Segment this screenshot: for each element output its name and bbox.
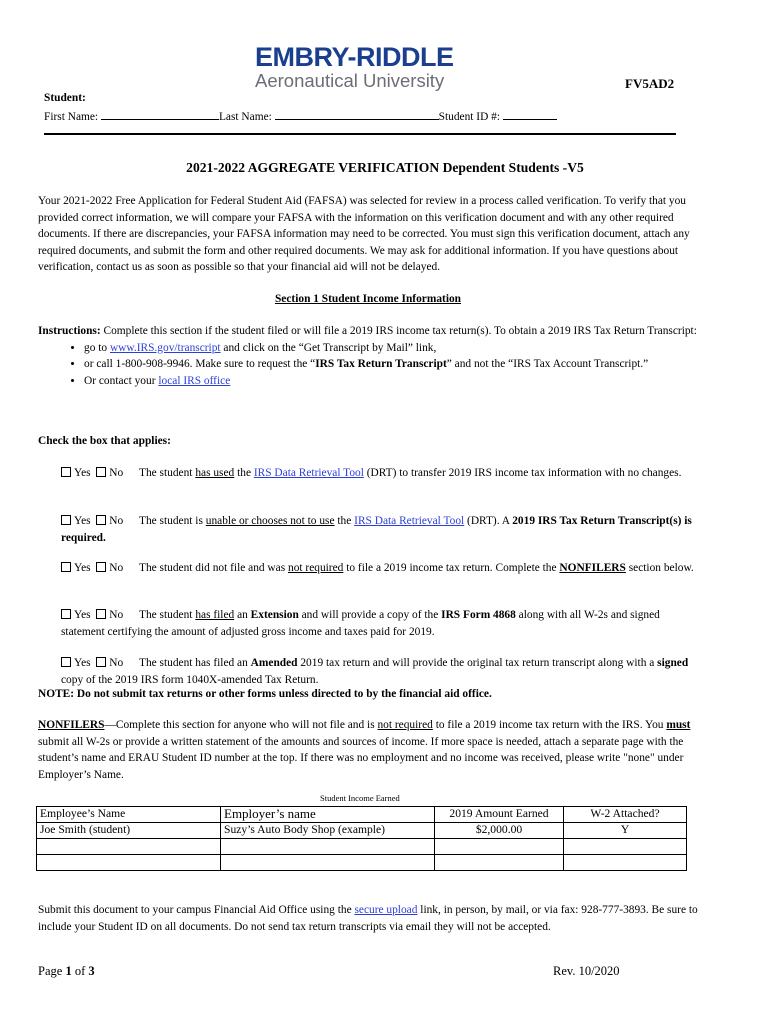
option-text: an	[234, 609, 251, 621]
bullet-text: and click on the “Get Transcript by Mail” link,	[220, 341, 437, 354]
bullet-text: or call 1-800-908-9946. Make sure to request the “	[84, 358, 316, 370]
yes-checkbox[interactable]	[61, 657, 71, 667]
student-id-field[interactable]	[503, 108, 557, 120]
option-text: The student did not file and was	[139, 562, 288, 574]
page-of: of	[71, 964, 89, 978]
form-code: FV5AD2	[625, 76, 675, 91]
option-bold: NONFILERS	[559, 562, 626, 574]
option-drt-not-used	[61, 513, 701, 546]
submit-text: link, in person, by mail, or via fax: 928-777-3893. Be sure to include your Student ID on all documents. Do not send tax return transcripts via email they will not be accepted.	[38, 904, 698, 933]
option-text: copy of the 2019 IRS form 1040X-amended Tax Return.	[61, 673, 319, 686]
option-extension	[61, 607, 701, 640]
option-underlined: not required	[288, 562, 344, 574]
instructions-label: Instructions:	[38, 325, 101, 337]
header-employee-name: Employee’s Name	[37, 807, 221, 823]
local-irs-office-link[interactable]: local IRS office	[158, 374, 231, 387]
option-text: along with all W-2s and signed statement certifying the amount of adjusted gross income and taxes paid for 2019.	[61, 609, 660, 638]
option-text: the	[234, 467, 254, 479]
irs-transcript-link[interactable]: www.IRS.gov/transcript	[109, 341, 221, 354]
secure-upload-link[interactable]: secure upload	[354, 904, 418, 916]
section-1-title: Section 1 Student Income Information	[274, 293, 462, 305]
first-name-label: First Name:	[44, 111, 99, 123]
option-bold: Amended	[250, 657, 298, 669]
table-header-row	[37, 807, 687, 823]
page-current: 1	[65, 964, 72, 978]
nonfilers-must: must	[666, 719, 691, 731]
cell-employer-name[interactable]: Suzy’s Auto Body Shop (example)	[221, 823, 435, 839]
irs-drt-link[interactable]: IRS Data Retrieval Tool	[354, 515, 465, 527]
page-prefix: Page	[38, 964, 66, 978]
yes-label: Yes	[74, 657, 91, 669]
yes-label: Yes	[74, 467, 91, 479]
bullet-bold-text: IRS Tax Return Transcript	[315, 358, 447, 370]
cell-employee-name[interactable]: Joe Smith (student)	[37, 823, 221, 839]
nonfilers-text: submit all W-2s or provide a written statement of the amounts and sources of income. If more space is needed, attach a separate page with the student’s name and ERAU Student ID number at the top. If there was no employment and no income was received, please write "none" under Employer’s Name.	[38, 735, 684, 781]
check-heading: Check the box that applies:	[38, 435, 171, 447]
instructions-block	[38, 323, 702, 389]
list-item	[84, 373, 702, 390]
option-text: and will provide a copy of the	[298, 609, 442, 621]
list-item	[84, 340, 702, 357]
yes-checkbox[interactable]	[61, 562, 71, 572]
table-row	[37, 823, 687, 839]
income-table	[36, 806, 687, 871]
bullet-text: go to	[84, 341, 110, 354]
option-text: the	[334, 515, 355, 527]
no-label: No	[109, 467, 124, 479]
option-bold: 2019 IRS Tax Return Transcript(s) is required.	[61, 515, 692, 544]
last-name-label: Last Name:	[218, 111, 272, 123]
student-id-label: Student ID #:	[438, 111, 501, 123]
table-row	[37, 839, 687, 855]
yes-checkbox[interactable]	[61, 515, 71, 525]
cell-amount-earned[interactable]	[435, 855, 564, 871]
logo-wordmark: EMBRY-RIDDLE	[255, 42, 454, 72]
nonfilers-label: NONFILERS	[38, 719, 105, 731]
option-drt-used	[61, 465, 701, 482]
option-text: (DRT) to transfer 2019 IRS income tax information with no changes.	[363, 467, 682, 479]
option-amended	[61, 655, 701, 688]
nonfilers-paragraph	[38, 717, 702, 783]
document-title: 2021-2022 AGGREGATE VERIFICATION Dependent Students -V5	[186, 160, 584, 175]
instructions-text: Complete this section if the student filed or will file a 2019 IRS income tax return(s). To obtain a 2019 IRS Tax Return Transcript:	[100, 325, 697, 337]
last-name-field[interactable]	[275, 108, 439, 120]
option-text: section below.	[625, 562, 694, 574]
no-checkbox[interactable]	[96, 657, 106, 667]
cell-employer-name[interactable]	[221, 855, 435, 871]
option-underlined: unable or chooses not to use	[205, 515, 335, 527]
option-text: The student has filed an	[139, 657, 251, 669]
yes-label: Yes	[74, 515, 91, 527]
header-employer-name: Employer’s name	[221, 807, 435, 823]
option-text: The student	[139, 609, 196, 621]
option-underlined: has used	[195, 467, 235, 479]
first-name-field[interactable]	[101, 108, 219, 120]
page-number	[38, 964, 95, 979]
option-text: to file a 2019 income tax return. Complete the	[343, 562, 560, 574]
university-logo	[255, 44, 495, 91]
option-text: The student is	[139, 515, 206, 527]
table-caption: Student Income Earned	[320, 793, 400, 803]
nonfilers-text: —Complete this section for anyone who will not file and is	[104, 719, 378, 731]
intro-paragraph: Your 2021-2022 Free Application for Federal Student Aid (FAFSA) was selected for review in a process called verification. To verify that you provided correct information, we will compare your FAFSA with the information on this verification document and with any other required documents. If there are discrepancies, your FAFSA information may need to be corrected. You must sign this verification document, attach any required documents, and submit the form and other required documents. We may ask for additional information. If you have questions about verification, contact us as soon as possible so that your financial aid will not be delayed.	[38, 195, 690, 273]
note-text: NOTE: Do not submit tax returns or other forms unless directed to by the financial aid office.	[38, 688, 492, 700]
no-checkbox[interactable]	[96, 515, 106, 525]
student-heading: Student:	[44, 92, 86, 104]
no-label: No	[109, 515, 124, 527]
nonfilers-text: to file a 2019 income tax return with the IRS. You	[432, 719, 667, 731]
cell-employee-name[interactable]	[37, 839, 221, 855]
header-amount-earned: 2019 Amount Earned	[435, 807, 564, 823]
cell-amount-earned[interactable]	[435, 839, 564, 855]
yes-label: Yes	[74, 609, 91, 621]
cell-employer-name[interactable]	[221, 839, 435, 855]
option-bold: Extension	[250, 609, 299, 621]
cell-w2-attached[interactable]	[564, 855, 687, 871]
cell-employee-name[interactable]	[37, 855, 221, 871]
cell-amount-earned[interactable]: $2,000.00	[435, 823, 564, 839]
yes-label: Yes	[74, 562, 91, 574]
no-label: No	[109, 657, 124, 669]
no-checkbox[interactable]	[96, 609, 106, 619]
student-info-row	[44, 108, 557, 123]
option-bold: signed	[657, 657, 689, 669]
submit-paragraph	[38, 902, 702, 935]
irs-drt-link[interactable]: IRS Data Retrieval Tool	[253, 467, 364, 479]
bullet-text: Or contact your	[84, 374, 159, 387]
no-label: No	[109, 562, 124, 574]
cell-w2-attached[interactable]: Y	[564, 823, 687, 839]
no-label: No	[109, 609, 124, 621]
logo-subtitle: Aeronautical University	[255, 70, 445, 91]
header-divider	[44, 133, 676, 135]
yes-checkbox[interactable]	[61, 609, 71, 619]
yes-checkbox[interactable]	[61, 467, 71, 477]
list-item	[84, 356, 702, 373]
no-checkbox[interactable]	[96, 562, 106, 572]
no-checkbox[interactable]	[96, 467, 106, 477]
page-total: 3	[88, 964, 95, 978]
option-bold: IRS Form 4868	[441, 609, 516, 621]
option-text: The student	[139, 467, 196, 479]
submit-text: Submit this document to your campus Financial Aid Office using the	[38, 904, 355, 916]
transcript-options-list	[38, 340, 702, 390]
option-underlined: has filed	[195, 609, 235, 621]
revision-date: Rev. 10/2020	[553, 964, 620, 978]
bullet-text: ” and not the “IRS Tax Account Transcript.”	[446, 358, 649, 370]
cell-w2-attached[interactable]	[564, 839, 687, 855]
header-w2-attached: W-2 Attached?	[564, 807, 687, 823]
nonfilers-underlined: not required	[377, 719, 433, 731]
option-text: (DRT). A	[464, 515, 513, 527]
option-not-required	[61, 560, 701, 577]
option-text: 2019 tax return and will provide the original tax return transcript along with a	[297, 657, 658, 669]
table-row	[37, 855, 687, 871]
